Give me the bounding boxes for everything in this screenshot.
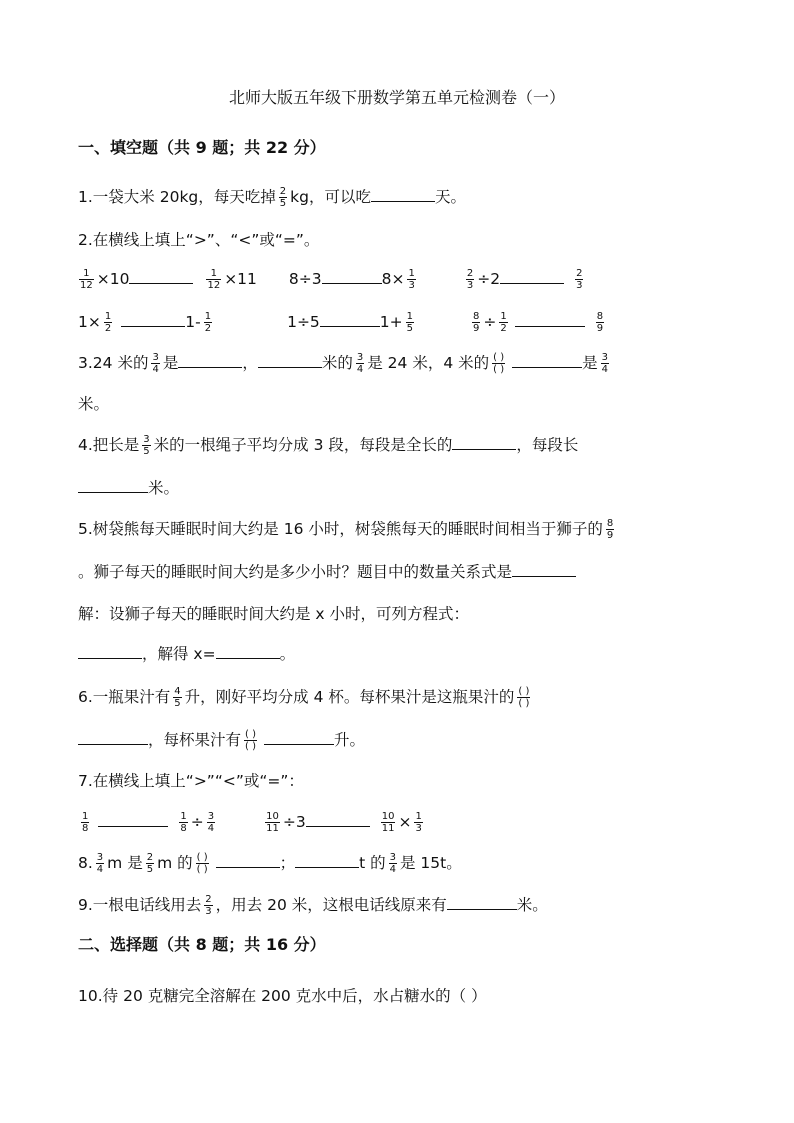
denominator: ( ) bbox=[245, 741, 256, 752]
numerator: 2 bbox=[466, 268, 474, 279]
question-7-prompt: 7.在横线上填上“>”“<”或“=”： bbox=[78, 772, 304, 790]
answer-blank[interactable] bbox=[129, 269, 193, 284]
numerator: 3 bbox=[601, 352, 608, 363]
answer-blank[interactable] bbox=[121, 312, 185, 327]
denominator: 9 bbox=[596, 323, 604, 334]
fraction bbox=[407, 268, 415, 291]
question-5-cont: 。狮子每天的睡眠时间大约是多少小时？题目中的数量关系式是 bbox=[78, 562, 576, 582]
answer-blank[interactable] bbox=[178, 353, 242, 368]
denominator: 9 bbox=[606, 530, 614, 541]
fraction bbox=[601, 352, 609, 375]
answer-blank[interactable] bbox=[98, 812, 168, 827]
fraction bbox=[142, 434, 150, 457]
denominator: 12 bbox=[207, 280, 221, 291]
fraction bbox=[414, 811, 422, 834]
question-5-solution: 解：设狮子每天的睡眠时间大约是 x 小时，可列方程式： bbox=[78, 605, 470, 623]
answer-blank[interactable] bbox=[452, 435, 516, 450]
fraction bbox=[96, 852, 104, 875]
numerator: 1 bbox=[204, 311, 212, 322]
fraction bbox=[517, 686, 530, 709]
question-4: 4.把长是 $\frac{3}{5}$ 米的一根绳子平均分成 3 段，每段是全长的 ，每段长 bbox=[78, 434, 579, 457]
denominator: 5 bbox=[146, 864, 154, 875]
denominator: 3 bbox=[466, 280, 474, 291]
denominator: 3 bbox=[576, 280, 583, 291]
fraction bbox=[499, 311, 507, 334]
question-6: 6.一瓶果汁有 $\frac{4}{5}$ 升，刚好平均分成 4 杯。每杯果汁是这瓶果汁的 $\frac{( )}{( )}$ bbox=[78, 686, 530, 709]
numerator: 3 bbox=[152, 352, 159, 363]
question-5-equation: ，解得 x= 。 bbox=[78, 644, 295, 664]
question-1: 1.一袋大米 20kg，每天吃掉 $\frac{2}{5}$ kg，可以吃 天。 bbox=[78, 186, 466, 209]
question-4-cont: 米。 bbox=[78, 478, 179, 498]
answer-blank[interactable] bbox=[371, 187, 435, 202]
fraction bbox=[606, 518, 614, 541]
denominator: 3 bbox=[205, 906, 212, 917]
fraction bbox=[596, 311, 604, 334]
numerator: 1 bbox=[104, 311, 112, 322]
numerator: 10 bbox=[381, 811, 395, 822]
answer-blank[interactable] bbox=[515, 312, 585, 327]
denominator: 4 bbox=[96, 864, 104, 875]
fraction bbox=[79, 268, 94, 291]
answer-blank[interactable] bbox=[512, 562, 576, 577]
page-title: 北师大版五年级下册数学第五单元检测卷（一） bbox=[228, 88, 565, 107]
fraction bbox=[492, 352, 505, 375]
denominator: 5 bbox=[406, 323, 414, 334]
numerator: 8 bbox=[596, 311, 604, 322]
question-7-row: $\frac{1}{8}$ $\frac{1}{8}$ ÷ $\frac{3}{4}$ $\frac{10}{11}$ ÷3 $\frac{10}{11}$ × $\frac{1}{3}$ bbox=[82, 811, 422, 834]
denominator: 8 bbox=[180, 823, 187, 834]
denominator: 2 bbox=[104, 323, 112, 334]
fraction bbox=[179, 811, 187, 834]
numerator: 3 bbox=[356, 352, 364, 363]
fraction bbox=[151, 352, 159, 375]
question-2-row-1: $\frac{1}{12}$ ×10 $\frac{1}{12}$ ×11 8÷3 8× $\frac{1}{3}$ $\frac{2}{3}$ ÷2 $\frac{2}{3}$ bbox=[80, 268, 583, 291]
fraction bbox=[381, 811, 396, 834]
numerator: ( ) bbox=[493, 352, 505, 363]
fraction bbox=[204, 311, 212, 334]
question-3: 3.24 米的 $\frac{3}{4}$ 是 ， 米的 $\frac{3}{4}$ 是 24 米，4 米的 $\frac{( )}{( )}$ 是 $\frac{3}{4}$ bbox=[78, 352, 608, 375]
fraction bbox=[104, 311, 112, 334]
question-9: 9.一根电话线用去 $\frac{2}{3}$ ，用去 20 米，这根电话线原来有 米。 bbox=[78, 894, 548, 917]
numerator: ( ) bbox=[196, 852, 208, 863]
denominator: 9 bbox=[473, 323, 480, 334]
denominator: 4 bbox=[601, 364, 608, 375]
answer-blank[interactable] bbox=[295, 853, 359, 868]
question-5: 5.树袋熊每天睡眠时间大约是 16 小时，树袋熊每天的睡眠时间相当于狮子的 $\frac{8}{9}$ bbox=[78, 518, 614, 541]
numerator: 8 bbox=[473, 311, 480, 322]
answer-blank[interactable] bbox=[320, 312, 380, 327]
denominator: 2 bbox=[500, 323, 507, 334]
fraction bbox=[81, 811, 89, 834]
fraction bbox=[389, 852, 397, 875]
question-2-prompt: 2.在横线上填上“>”、“<”或“=”。 bbox=[78, 231, 320, 249]
denominator: 5 bbox=[174, 698, 181, 709]
fraction bbox=[173, 686, 181, 709]
fraction bbox=[466, 268, 474, 291]
fraction bbox=[406, 311, 414, 334]
numerator: ( ) bbox=[245, 729, 256, 740]
answer-blank[interactable] bbox=[216, 853, 280, 868]
denominator: 8 bbox=[82, 823, 89, 834]
denominator: 11 bbox=[266, 823, 279, 834]
fraction bbox=[244, 729, 257, 752]
answer-blank[interactable] bbox=[216, 644, 280, 659]
numerator: 4 bbox=[174, 686, 181, 697]
section-heading-fill-in: 一、填空题（共 9 题；共 22 分） bbox=[78, 138, 326, 157]
denominator: 4 bbox=[389, 864, 396, 875]
answer-blank[interactable] bbox=[258, 353, 322, 368]
numerator: 1 bbox=[500, 311, 507, 322]
denominator: 4 bbox=[207, 823, 215, 834]
denominator: 11 bbox=[381, 823, 395, 834]
question-2-row-2: 1× $\frac{1}{2}$ 1- $\frac{1}{2}$ 1÷5 1+ $\frac{1}{5}$ $\frac{8}{9}$ ÷ $\frac{1}{2}$ $\frac{8}{9}$ bbox=[78, 311, 604, 334]
numerator: 2 bbox=[279, 186, 287, 197]
numerator: 1 bbox=[406, 311, 414, 322]
denominator: 4 bbox=[152, 364, 159, 375]
question-3-end: 米。 bbox=[78, 395, 110, 413]
denominator: 4 bbox=[356, 364, 364, 375]
numerator: 2 bbox=[205, 894, 212, 905]
numerator: 1 bbox=[180, 811, 187, 822]
denominator: 2 bbox=[204, 323, 212, 334]
answer-blank[interactable] bbox=[78, 644, 142, 659]
answer-blank[interactable] bbox=[264, 730, 334, 745]
fraction bbox=[207, 811, 215, 834]
fraction bbox=[472, 311, 480, 334]
question-8: 8. $\frac{3}{4}$ m 是 $\frac{2}{5}$ m 的 $\frac{( )}{( )}$ ； t 的 $\frac{3}{4}$ 是 15t。 bbox=[78, 852, 462, 875]
answer-blank[interactable] bbox=[447, 895, 517, 910]
fraction bbox=[279, 186, 287, 209]
answer-blank[interactable] bbox=[78, 478, 148, 493]
numerator: 2 bbox=[576, 268, 583, 279]
numerator: ( ) bbox=[518, 686, 530, 697]
fraction bbox=[204, 894, 212, 917]
answer-blank[interactable] bbox=[306, 812, 370, 827]
numerator: 1 bbox=[408, 268, 415, 279]
numerator: 3 bbox=[207, 811, 215, 822]
numerator: 1 bbox=[82, 811, 89, 822]
answer-blank[interactable] bbox=[322, 269, 382, 284]
fraction bbox=[206, 268, 221, 291]
denominator: ( ) bbox=[196, 864, 208, 875]
numerator: 3 bbox=[96, 852, 104, 863]
question-6-cont: ，每杯果汁有 $\frac{( )}{( )}$ 升。 bbox=[78, 729, 365, 752]
section-heading-multiple-choice: 二、选择题（共 8 题；共 16 分） bbox=[78, 935, 326, 954]
answer-blank[interactable] bbox=[78, 730, 148, 745]
fraction bbox=[265, 811, 280, 834]
denominator: ( ) bbox=[493, 364, 505, 375]
numerator: 3 bbox=[389, 852, 396, 863]
denominator: 5 bbox=[279, 198, 287, 209]
numerator: 1 bbox=[79, 268, 94, 280]
answer-blank[interactable] bbox=[500, 269, 564, 284]
numerator: 1 bbox=[206, 268, 221, 280]
denominator: 3 bbox=[415, 823, 422, 834]
numerator: 8 bbox=[606, 518, 614, 529]
fraction bbox=[356, 352, 364, 375]
fraction bbox=[146, 852, 154, 875]
numerator: 10 bbox=[266, 811, 279, 822]
denominator: 3 bbox=[408, 280, 415, 291]
numerator: 1 bbox=[415, 811, 422, 822]
question-10: 10.待 20 克糖完全溶解在 200 克水中后，水占糖水的（ ） bbox=[78, 987, 487, 1005]
fraction bbox=[575, 268, 583, 291]
numerator: 2 bbox=[146, 852, 154, 863]
answer-blank[interactable] bbox=[512, 353, 582, 368]
fraction bbox=[196, 852, 209, 875]
denominator: 5 bbox=[143, 446, 150, 457]
denominator: ( ) bbox=[518, 698, 530, 709]
numerator: 3 bbox=[143, 434, 150, 445]
denominator: 12 bbox=[80, 280, 93, 291]
